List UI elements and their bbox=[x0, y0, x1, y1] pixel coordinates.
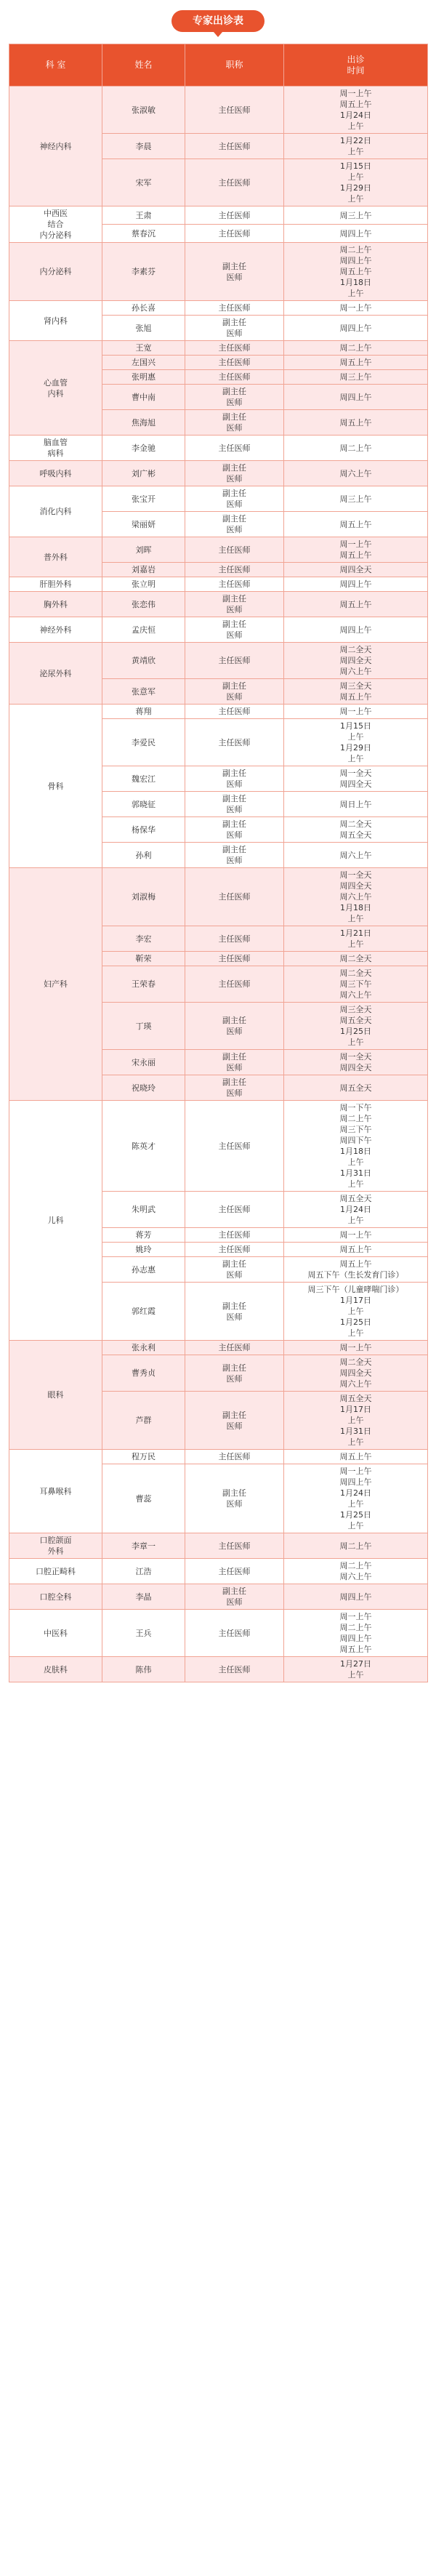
doctor-time-cell: 1月15日 上午 1月29日 上午 bbox=[284, 719, 428, 766]
doctor-name-cell: 王荣春 bbox=[102, 966, 185, 1003]
doctor-time-cell: 周一上午 周四上午 1月24日 上午 1月25日 上午 bbox=[284, 1464, 428, 1533]
doctor-title-cell: 主任医师 bbox=[185, 341, 284, 356]
doctor-name-cell: 李晨 bbox=[102, 134, 185, 159]
doctor-name-cell: 李宏 bbox=[102, 926, 185, 952]
department-cell: 肝胆外科 bbox=[9, 577, 102, 592]
doctor-title-cell: 副主任 医师 bbox=[185, 410, 284, 436]
header-time: 出诊 时间 bbox=[284, 44, 428, 87]
table-row bbox=[9, 868, 428, 926]
doctor-title-cell: 副主任 医师 bbox=[185, 1392, 284, 1450]
doctor-name-cell: 蒋翔 bbox=[102, 705, 185, 719]
department-cell: 神经外科 bbox=[9, 617, 102, 643]
doctor-name-cell: 靳荣 bbox=[102, 952, 185, 966]
department-cell: 神经内科 bbox=[9, 87, 102, 206]
table-body bbox=[9, 87, 428, 1682]
doctor-title-cell: 主任医师 bbox=[185, 1228, 284, 1243]
doctor-time-cell: 周二上午 周六上午 bbox=[284, 1559, 428, 1584]
doctor-title-cell: 副主任 医师 bbox=[185, 461, 284, 486]
table-row bbox=[9, 592, 428, 617]
doctor-name-cell: 王兵 bbox=[102, 1610, 185, 1657]
doctor-time-cell: 周一全天 周四全天 bbox=[284, 1050, 428, 1075]
doctor-name-cell: 孙志惠 bbox=[102, 1257, 185, 1283]
table-row bbox=[9, 1533, 428, 1559]
department-cell: 骨科 bbox=[9, 705, 102, 868]
doctor-name-cell: 郭晓征 bbox=[102, 792, 185, 817]
department-cell: 泌尿外科 bbox=[9, 643, 102, 705]
doctor-name-cell: 孙利 bbox=[102, 843, 185, 868]
doctor-title-cell: 主任医师 bbox=[185, 719, 284, 766]
table-row bbox=[9, 643, 428, 679]
doctor-name-cell: 李晶 bbox=[102, 1584, 185, 1610]
doctor-title-cell: 副主任 医师 bbox=[185, 512, 284, 537]
department-cell: 肾内科 bbox=[9, 301, 102, 341]
table-row bbox=[9, 1101, 428, 1192]
doctor-title-cell: 副主任 医师 bbox=[185, 1257, 284, 1283]
doctor-title-cell: 主任医师 bbox=[185, 1192, 284, 1228]
doctor-title-cell: 副主任 医师 bbox=[185, 385, 284, 410]
doctor-title-cell: 主任医师 bbox=[185, 1243, 284, 1257]
doctor-title-cell: 主任医师 bbox=[185, 1610, 284, 1657]
table-header bbox=[9, 44, 428, 87]
doctor-name-cell: 王宽 bbox=[102, 341, 185, 356]
doctor-time-cell: 周二上午 bbox=[284, 1533, 428, 1559]
header-name: 姓名 bbox=[102, 44, 185, 87]
doctor-time-cell: 周二上午 周四上午 周五上午 1月18日 上午 bbox=[284, 243, 428, 301]
doctor-name-cell: 宋军 bbox=[102, 159, 185, 206]
doctor-time-cell: 周一上午 周二上午 周四上午 周五上午 bbox=[284, 1610, 428, 1657]
doctor-title-cell: 副主任 医师 bbox=[185, 1355, 284, 1392]
doctor-time-cell: 周五上午 bbox=[284, 1243, 428, 1257]
doctor-title-cell: 副主任 医师 bbox=[185, 243, 284, 301]
table-row bbox=[9, 243, 428, 301]
doctor-time-cell: 周五全天 1月17日 上午 1月31日 上午 bbox=[284, 1392, 428, 1450]
doctor-time-cell: 周二全天 周五全天 bbox=[284, 817, 428, 843]
doctor-time-cell: 周四上午 bbox=[284, 617, 428, 643]
doctor-title-cell: 主任医师 bbox=[185, 370, 284, 385]
doctor-name-cell: 张立明 bbox=[102, 577, 185, 592]
doctor-time-cell: 1月15日 上午 1月29日 上午 bbox=[284, 159, 428, 206]
department-cell: 眼科 bbox=[9, 1341, 102, 1450]
doctor-time-cell: 周二全天 周三下午 周六上午 bbox=[284, 966, 428, 1003]
doctor-title-cell: 副主任 医师 bbox=[185, 316, 284, 341]
doctor-time-cell: 周四上午 bbox=[284, 1584, 428, 1610]
doctor-name-cell: 李章一 bbox=[102, 1533, 185, 1559]
doctor-time-cell: 周四上午 bbox=[284, 316, 428, 341]
doctor-name-cell: 张明惠 bbox=[102, 370, 185, 385]
department-cell: 中医科 bbox=[9, 1610, 102, 1657]
doctor-title-cell: 副主任 医师 bbox=[185, 1003, 284, 1050]
doctor-name-cell: 朱明武 bbox=[102, 1192, 185, 1228]
doctor-time-cell: 周五全天 bbox=[284, 1075, 428, 1101]
doctor-time-cell: 周三全天 周五全天 1月25日 上午 bbox=[284, 1003, 428, 1050]
doctor-time-cell: 周日上午 bbox=[284, 792, 428, 817]
table-row bbox=[9, 341, 428, 356]
table-row bbox=[9, 486, 428, 512]
doctor-name-cell: 刘淑梅 bbox=[102, 868, 185, 926]
table-row bbox=[9, 1584, 428, 1610]
doctor-name-cell: 丁瑛 bbox=[102, 1003, 185, 1050]
doctor-time-cell: 周四上午 bbox=[284, 225, 428, 243]
doctor-name-cell: 孙长喜 bbox=[102, 301, 185, 316]
doctor-title-cell: 副主任 医师 bbox=[185, 592, 284, 617]
doctor-name-cell: 张永利 bbox=[102, 1341, 185, 1355]
doctor-title-cell: 主任医师 bbox=[185, 134, 284, 159]
doctor-title-cell: 副主任 医师 bbox=[185, 1050, 284, 1075]
doctor-name-cell: 陈英才 bbox=[102, 1101, 185, 1192]
title-area bbox=[0, 0, 436, 44]
department-cell: 口腔正畸科 bbox=[9, 1559, 102, 1584]
doctor-time-cell: 周二全天 周四全天 周六上午 bbox=[284, 1355, 428, 1392]
doctor-title-cell: 副主任 医师 bbox=[185, 792, 284, 817]
doctor-time-cell: 周二上午 bbox=[284, 341, 428, 356]
doctor-time-cell: 周二全天 周四全天 周六上午 bbox=[284, 643, 428, 679]
doctor-time-cell: 1月21日 上午 bbox=[284, 926, 428, 952]
doctor-title-cell: 副主任 医师 bbox=[185, 1075, 284, 1101]
doctor-name-cell: 李素芬 bbox=[102, 243, 185, 301]
doctor-time-cell: 周二全天 bbox=[284, 952, 428, 966]
doctor-title-cell: 主任医师 bbox=[185, 225, 284, 243]
schedule-table bbox=[9, 44, 428, 1682]
doctor-name-cell: 张宝开 bbox=[102, 486, 185, 512]
table-row bbox=[9, 1657, 428, 1682]
doctor-name-cell: 江浩 bbox=[102, 1559, 185, 1584]
doctor-time-cell: 周一上午 bbox=[284, 1228, 428, 1243]
header-title: 职称 bbox=[185, 44, 284, 87]
header-department: 科 室 bbox=[9, 44, 102, 87]
doctor-name-cell: 蔡春沉 bbox=[102, 225, 185, 243]
doctor-time-cell: 周五上午 bbox=[284, 592, 428, 617]
table-row bbox=[9, 705, 428, 719]
doctor-time-cell: 周三下午（儿童哮喘门诊） 1月17日 上午 1月25日 上午 bbox=[284, 1283, 428, 1341]
doctor-time-cell: 周三全天 周五上午 bbox=[284, 679, 428, 705]
doctor-name-cell: 张淑敏 bbox=[102, 87, 185, 134]
doctor-title-cell: 主任医师 bbox=[185, 1533, 284, 1559]
doctor-name-cell: 左国兴 bbox=[102, 356, 185, 370]
doctor-name-cell: 宋永丽 bbox=[102, 1050, 185, 1075]
table-row bbox=[9, 1559, 428, 1584]
doctor-name-cell: 李金驰 bbox=[102, 436, 185, 461]
doctor-title-cell: 主任医师 bbox=[185, 705, 284, 719]
doctor-name-cell: 刘嘉岩 bbox=[102, 563, 185, 577]
doctor-time-cell: 周一全天 周四全天 bbox=[284, 766, 428, 792]
doctor-title-cell: 副主任 医师 bbox=[185, 817, 284, 843]
doctor-time-cell: 周五全天 1月24日 上午 bbox=[284, 1192, 428, 1228]
doctor-time-cell: 周五上午 bbox=[284, 410, 428, 436]
doctor-title-cell: 主任医师 bbox=[185, 577, 284, 592]
doctor-title-cell: 副主任 医师 bbox=[185, 1464, 284, 1533]
doctor-title-cell: 主任医师 bbox=[185, 926, 284, 952]
doctor-title-cell: 主任医师 bbox=[185, 1101, 284, 1192]
table-row bbox=[9, 436, 428, 461]
doctor-time-cell: 周五上午 bbox=[284, 1450, 428, 1464]
doctor-time-cell: 周四上午 bbox=[284, 577, 428, 592]
doctor-time-cell: 周三上午 bbox=[284, 486, 428, 512]
doctor-name-cell: 杨保华 bbox=[102, 817, 185, 843]
doctor-name-cell: 曹中南 bbox=[102, 385, 185, 410]
doctor-name-cell: 张意军 bbox=[102, 679, 185, 705]
doctor-time-cell: 周一上午 bbox=[284, 301, 428, 316]
doctor-name-cell: 梁丽妍 bbox=[102, 512, 185, 537]
doctor-time-cell: 周六上午 bbox=[284, 461, 428, 486]
department-cell: 中西医 结合 内分泌科 bbox=[9, 206, 102, 243]
department-cell: 消化内科 bbox=[9, 486, 102, 537]
doctor-name-cell: 李爱民 bbox=[102, 719, 185, 766]
department-cell: 内分泌科 bbox=[9, 243, 102, 301]
doctor-title-cell: 副主任 医师 bbox=[185, 617, 284, 643]
doctor-title-cell: 副主任 医师 bbox=[185, 486, 284, 512]
doctor-name-cell: 张旭 bbox=[102, 316, 185, 341]
doctor-name-cell: 芦群 bbox=[102, 1392, 185, 1450]
department-cell: 口腔颌面 外科 bbox=[9, 1533, 102, 1559]
doctor-title-cell: 主任医师 bbox=[185, 1657, 284, 1682]
doctor-name-cell: 陈伟 bbox=[102, 1657, 185, 1682]
doctor-name-cell: 祝晓玲 bbox=[102, 1075, 185, 1101]
doctor-name-cell: 王肃 bbox=[102, 206, 185, 225]
doctor-time-cell: 周五上午 bbox=[284, 356, 428, 370]
doctor-title-cell: 主任医师 bbox=[185, 206, 284, 225]
doctor-time-cell: 周二上午 bbox=[284, 436, 428, 461]
department-cell: 呼吸内科 bbox=[9, 461, 102, 486]
department-cell: 耳鼻喉科 bbox=[9, 1450, 102, 1533]
doctor-title-cell: 主任医师 bbox=[185, 563, 284, 577]
department-cell: 胸外科 bbox=[9, 592, 102, 617]
doctor-time-cell: 周五上午 bbox=[284, 512, 428, 537]
doctor-time-cell: 周四全天 bbox=[284, 563, 428, 577]
doctor-title-cell: 主任医师 bbox=[185, 1559, 284, 1584]
doctor-title-cell: 主任医师 bbox=[185, 87, 284, 134]
table-row bbox=[9, 1610, 428, 1657]
table-row bbox=[9, 617, 428, 643]
doctor-name-cell: 蒋芳 bbox=[102, 1228, 185, 1243]
table-row bbox=[9, 577, 428, 592]
doctor-name-cell: 曹蕊 bbox=[102, 1464, 185, 1533]
doctor-title-cell: 主任医师 bbox=[185, 966, 284, 1003]
doctor-title-cell: 副主任 医师 bbox=[185, 679, 284, 705]
doctor-name-cell: 魏宏江 bbox=[102, 766, 185, 792]
doctor-title-cell: 主任医师 bbox=[185, 1450, 284, 1464]
doctor-title-cell: 主任医师 bbox=[185, 1341, 284, 1355]
table-row bbox=[9, 301, 428, 316]
doctor-title-cell: 主任医师 bbox=[185, 301, 284, 316]
table-row bbox=[9, 206, 428, 225]
page-title: 专家出诊表 bbox=[171, 10, 265, 32]
doctor-time-cell: 1月22日 上午 bbox=[284, 134, 428, 159]
doctor-time-cell: 周一上午 周五上午 1月24日 上午 bbox=[284, 87, 428, 134]
doctor-title-cell: 副主任 医师 bbox=[185, 766, 284, 792]
doctor-title-cell: 主任医师 bbox=[185, 436, 284, 461]
doctor-time-cell: 周五上午 周五下午（生长发育门诊） bbox=[284, 1257, 428, 1283]
doctor-name-cell: 黄靖欣 bbox=[102, 643, 185, 679]
doctor-name-cell: 孟庆恒 bbox=[102, 617, 185, 643]
doctor-title-cell: 主任医师 bbox=[185, 952, 284, 966]
doctor-title-cell: 副主任 医师 bbox=[185, 843, 284, 868]
doctor-title-cell: 主任医师 bbox=[185, 356, 284, 370]
doctor-time-cell: 周三上午 bbox=[284, 370, 428, 385]
doctor-time-cell: 周一上午 bbox=[284, 705, 428, 719]
doctor-name-cell: 程万民 bbox=[102, 1450, 185, 1464]
doctor-time-cell: 周四上午 bbox=[284, 385, 428, 410]
table-row bbox=[9, 461, 428, 486]
doctor-title-cell: 主任医师 bbox=[185, 643, 284, 679]
doctor-title-cell: 主任医师 bbox=[185, 159, 284, 206]
department-cell: 皮肤科 bbox=[9, 1657, 102, 1682]
table-row bbox=[9, 1341, 428, 1355]
department-cell: 心血管 内科 bbox=[9, 341, 102, 436]
table-row bbox=[9, 87, 428, 134]
department-cell: 儿科 bbox=[9, 1101, 102, 1341]
doctor-name-cell: 刘广彬 bbox=[102, 461, 185, 486]
doctor-name-cell: 曹秀贞 bbox=[102, 1355, 185, 1392]
doctor-title-cell: 主任医师 bbox=[185, 537, 284, 563]
doctor-name-cell: 焦海旭 bbox=[102, 410, 185, 436]
doctor-time-cell: 周六上午 bbox=[284, 843, 428, 868]
doctor-time-cell: 周一全天 周四全天 周六上午 1月18日 上午 bbox=[284, 868, 428, 926]
doctor-time-cell: 周一下午 周二上午 周三下午 周四下午 1月18日 上午 1月31日 上午 bbox=[284, 1101, 428, 1192]
doctor-title-cell: 主任医师 bbox=[185, 868, 284, 926]
department-cell: 口腔全科 bbox=[9, 1584, 102, 1610]
doctor-time-cell: 1月27日 上午 bbox=[284, 1657, 428, 1682]
doctor-name-cell: 刘晖 bbox=[102, 537, 185, 563]
department-cell: 妇产科 bbox=[9, 868, 102, 1101]
doctor-time-cell: 周一上午 周五上午 bbox=[284, 537, 428, 563]
doctor-name-cell: 张恋伟 bbox=[102, 592, 185, 617]
doctor-time-cell: 周一上午 bbox=[284, 1341, 428, 1355]
table-row bbox=[9, 537, 428, 563]
department-cell: 普外科 bbox=[9, 537, 102, 577]
department-cell: 脑血管 病科 bbox=[9, 436, 102, 461]
doctor-time-cell: 周三上午 bbox=[284, 206, 428, 225]
table-row bbox=[9, 1450, 428, 1464]
doctor-name-cell: 郭红霞 bbox=[102, 1283, 185, 1341]
doctor-title-cell: 副主任 医师 bbox=[185, 1283, 284, 1341]
doctor-title-cell: 副主任 医师 bbox=[185, 1584, 284, 1610]
doctor-name-cell: 姚玲 bbox=[102, 1243, 185, 1257]
